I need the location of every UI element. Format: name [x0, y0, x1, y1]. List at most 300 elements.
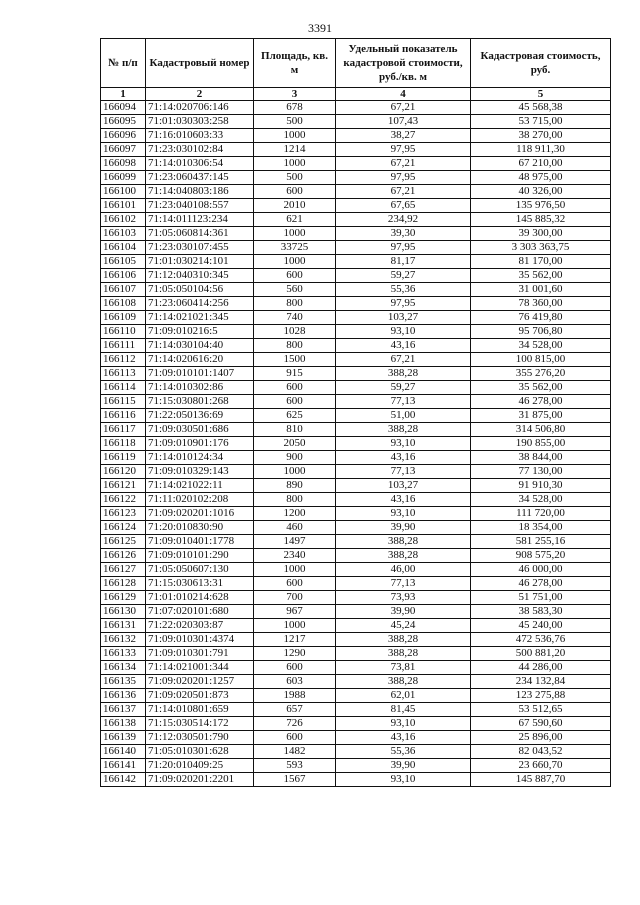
header-row	[101, 39, 611, 88]
area-cell: 625	[254, 409, 336, 423]
table-row	[101, 563, 611, 577]
unit-rate-cell: 43,16	[336, 731, 471, 745]
row-index-cell: 166130	[101, 605, 146, 619]
area-cell: 700	[254, 591, 336, 605]
unit-rate-cell: 73,93	[336, 591, 471, 605]
row-index-cell: 166129	[101, 591, 146, 605]
row-index-cell: 166109	[101, 311, 146, 325]
unit-rate-cell: 38,27	[336, 129, 471, 143]
cadastral-value-cell: 53 512,65	[471, 703, 611, 717]
cadastral-number-cell: 71:14:020706:146	[146, 101, 254, 115]
area-cell: 621	[254, 213, 336, 227]
table-row	[101, 297, 611, 311]
area-cell: 1988	[254, 689, 336, 703]
table-row	[101, 227, 611, 241]
cadastral-value-cell: 46 278,00	[471, 577, 611, 591]
cadastral-value-cell: 45 240,00	[471, 619, 611, 633]
table-row	[101, 325, 611, 339]
table-row	[101, 493, 611, 507]
cadastral-value-cell: 135 976,50	[471, 199, 611, 213]
unit-rate-cell: 59,27	[336, 269, 471, 283]
header-cadastral-number: Кадастровый номер	[146, 39, 254, 88]
cadastral-value-cell: 77 130,00	[471, 465, 611, 479]
area-cell: 1214	[254, 143, 336, 157]
table-row	[101, 311, 611, 325]
cadastral-number-cell: 71:14:011123:234	[146, 213, 254, 227]
unit-rate-cell: 97,95	[336, 171, 471, 185]
table-row	[101, 549, 611, 563]
table-body	[101, 101, 611, 787]
table-row	[101, 255, 611, 269]
unit-rate-cell: 43,16	[336, 493, 471, 507]
table-row	[101, 395, 611, 409]
table-row	[101, 437, 611, 451]
row-index-cell: 166131	[101, 619, 146, 633]
cadastral-number-cell: 71:14:010306:54	[146, 157, 254, 171]
cadastral-number-cell: 71:09:010101:1407	[146, 367, 254, 381]
cadastral-number-cell: 71:05:050607:130	[146, 563, 254, 577]
unit-rate-cell: 97,95	[336, 241, 471, 255]
table-row	[101, 759, 611, 773]
row-index-cell: 166134	[101, 661, 146, 675]
unit-rate-cell: 97,95	[336, 143, 471, 157]
cadastral-value-cell: 123 275,88	[471, 689, 611, 703]
cadastral-number-cell: 71:15:030514:172	[146, 717, 254, 731]
area-cell: 810	[254, 423, 336, 437]
table-row	[101, 213, 611, 227]
unit-rate-cell: 103,27	[336, 479, 471, 493]
row-index-cell: 166136	[101, 689, 146, 703]
unit-rate-cell: 97,95	[336, 297, 471, 311]
cadastral-value-cell: 581 255,16	[471, 535, 611, 549]
cadastral-value-cell: 111 720,00	[471, 507, 611, 521]
cadastral-number-cell: 71:09:010401:1778	[146, 535, 254, 549]
table-row	[101, 521, 611, 535]
row-index-cell: 166138	[101, 717, 146, 731]
cadastral-number-cell: 71:01:010214:628	[146, 591, 254, 605]
row-index-cell: 166118	[101, 437, 146, 451]
table-row	[101, 423, 611, 437]
unit-rate-cell: 388,28	[336, 647, 471, 661]
area-cell: 460	[254, 521, 336, 535]
cadastral-value-cell: 908 575,20	[471, 549, 611, 563]
unit-rate-cell: 62,01	[336, 689, 471, 703]
area-cell: 1000	[254, 465, 336, 479]
area-cell: 600	[254, 185, 336, 199]
cadastral-value-cell: 95 706,80	[471, 325, 611, 339]
area-cell: 915	[254, 367, 336, 381]
cadastral-number-cell: 71:09:010901:176	[146, 437, 254, 451]
cadastral-number-cell: 71:23:040108:557	[146, 199, 254, 213]
row-index-cell: 166114	[101, 381, 146, 395]
cadastral-number-cell: 71:23:030102:84	[146, 143, 254, 157]
cadastral-number-cell: 71:23:060437:145	[146, 171, 254, 185]
row-index-cell: 166125	[101, 535, 146, 549]
cadastral-number-cell: 71:14:021022:11	[146, 479, 254, 493]
area-cell: 1567	[254, 773, 336, 787]
cadastral-value-cell: 67 210,00	[471, 157, 611, 171]
cadastral-value-cell: 100 815,00	[471, 353, 611, 367]
area-cell: 1290	[254, 647, 336, 661]
cadastral-number-cell: 71:15:030801:268	[146, 395, 254, 409]
row-index-cell: 166111	[101, 339, 146, 353]
unit-rate-cell: 81,45	[336, 703, 471, 717]
area-cell: 2340	[254, 549, 336, 563]
cadastral-number-cell: 71:15:030613:31	[146, 577, 254, 591]
cadastral-number-cell: 71:05:050104:56	[146, 283, 254, 297]
table-row	[101, 129, 611, 143]
area-cell: 1217	[254, 633, 336, 647]
cadastral-value-cell: 118 911,30	[471, 143, 611, 157]
area-cell: 1482	[254, 745, 336, 759]
table-row	[101, 535, 611, 549]
unit-rate-cell: 55,36	[336, 283, 471, 297]
header-index: № п/п	[101, 39, 146, 88]
unit-rate-cell: 67,21	[336, 185, 471, 199]
column-number: 1	[101, 88, 146, 101]
unit-rate-cell: 388,28	[336, 675, 471, 689]
cadastral-number-cell: 71:05:010301:628	[146, 745, 254, 759]
cadastral-number-cell: 71:23:060414:256	[146, 297, 254, 311]
cadastral-number-cell: 71:22:020303:87	[146, 619, 254, 633]
cadastral-number-cell: 71:01:030214:101	[146, 255, 254, 269]
area-cell: 1000	[254, 563, 336, 577]
row-index-cell: 166107	[101, 283, 146, 297]
table-row	[101, 689, 611, 703]
cadastral-number-cell: 71:23:030107:455	[146, 241, 254, 255]
unit-rate-cell: 388,28	[336, 367, 471, 381]
header-area: Площадь, кв. м	[254, 39, 336, 88]
area-cell: 33725	[254, 241, 336, 255]
column-number: 5	[471, 88, 611, 101]
area-cell: 593	[254, 759, 336, 773]
cadastral-number-cell: 71:20:010830:90	[146, 521, 254, 535]
cadastral-value-cell: 190 855,00	[471, 437, 611, 451]
table-row	[101, 339, 611, 353]
row-index-cell: 166121	[101, 479, 146, 493]
row-index-cell: 166142	[101, 773, 146, 787]
area-cell: 890	[254, 479, 336, 493]
cadastral-number-cell: 71:14:020616:20	[146, 353, 254, 367]
table-row	[101, 185, 611, 199]
area-cell: 560	[254, 283, 336, 297]
cadastral-number-cell: 71:09:020501:873	[146, 689, 254, 703]
cadastral-number-cell: 71:14:010801:659	[146, 703, 254, 717]
table-row	[101, 451, 611, 465]
row-index-cell: 166110	[101, 325, 146, 339]
column-number: 2	[146, 88, 254, 101]
table-header	[101, 39, 611, 101]
cadastral-value-cell: 25 896,00	[471, 731, 611, 745]
unit-rate-cell: 67,21	[336, 353, 471, 367]
table-row	[101, 353, 611, 367]
unit-rate-cell: 93,10	[336, 773, 471, 787]
column-number: 4	[336, 88, 471, 101]
row-index-cell: 166120	[101, 465, 146, 479]
unit-rate-cell: 77,13	[336, 577, 471, 591]
cadastral-value-cell: 35 562,00	[471, 381, 611, 395]
cadastral-value-cell: 472 536,76	[471, 633, 611, 647]
cadastral-value-cell: 145 887,70	[471, 773, 611, 787]
area-cell: 967	[254, 605, 336, 619]
cadastral-value-cell: 500 881,20	[471, 647, 611, 661]
row-index-cell: 166122	[101, 493, 146, 507]
area-cell: 600	[254, 661, 336, 675]
unit-rate-cell: 103,27	[336, 311, 471, 325]
area-cell: 1000	[254, 129, 336, 143]
unit-rate-cell: 67,65	[336, 199, 471, 213]
row-index-cell: 166099	[101, 171, 146, 185]
table-row	[101, 143, 611, 157]
cadastral-value-cell: 44 286,00	[471, 661, 611, 675]
area-cell: 678	[254, 101, 336, 115]
cadastral-value-cell: 18 354,00	[471, 521, 611, 535]
area-cell: 1497	[254, 535, 336, 549]
area-cell: 1000	[254, 255, 336, 269]
table-row	[101, 101, 611, 115]
table-row	[101, 717, 611, 731]
cadastral-number-cell: 71:09:010101:290	[146, 549, 254, 563]
row-index-cell: 166105	[101, 255, 146, 269]
row-index-cell: 166139	[101, 731, 146, 745]
header-cadastral-value: Кадастровая стоимость, руб.	[471, 39, 611, 88]
row-index-cell: 166106	[101, 269, 146, 283]
row-index-cell: 166132	[101, 633, 146, 647]
cadastral-number-cell: 71:09:020201:1257	[146, 675, 254, 689]
row-index-cell: 166123	[101, 507, 146, 521]
cadastral-value-cell: 35 562,00	[471, 269, 611, 283]
row-index-cell: 166135	[101, 675, 146, 689]
table-row	[101, 507, 611, 521]
table-row	[101, 731, 611, 745]
row-index-cell: 166096	[101, 129, 146, 143]
cadastral-value-cell: 234 132,84	[471, 675, 611, 689]
area-cell: 600	[254, 577, 336, 591]
table-row	[101, 745, 611, 759]
cadastral-value-cell: 51 751,00	[471, 591, 611, 605]
cadastral-value-cell: 78 360,00	[471, 297, 611, 311]
area-cell: 657	[254, 703, 336, 717]
unit-rate-cell: 93,10	[336, 325, 471, 339]
table-row	[101, 703, 611, 717]
cadastral-value-cell: 31 875,00	[471, 409, 611, 423]
table-row	[101, 409, 611, 423]
unit-rate-cell: 73,81	[336, 661, 471, 675]
row-index-cell: 166103	[101, 227, 146, 241]
row-index-cell: 166124	[101, 521, 146, 535]
area-cell: 1000	[254, 619, 336, 633]
area-cell: 600	[254, 731, 336, 745]
cadastral-value-cell: 53 715,00	[471, 115, 611, 129]
cadastral-value-cell: 45 568,38	[471, 101, 611, 115]
area-cell: 900	[254, 451, 336, 465]
row-index-cell: 166137	[101, 703, 146, 717]
row-index-cell: 166140	[101, 745, 146, 759]
cadastral-value-cell: 38 583,30	[471, 605, 611, 619]
table-row	[101, 619, 611, 633]
row-index-cell: 166141	[101, 759, 146, 773]
cadastral-value-cell: 355 276,20	[471, 367, 611, 381]
cadastral-number-cell: 71:14:010302:86	[146, 381, 254, 395]
row-index-cell: 166095	[101, 115, 146, 129]
area-cell: 1028	[254, 325, 336, 339]
cadastral-value-cell: 39 300,00	[471, 227, 611, 241]
row-index-cell: 166112	[101, 353, 146, 367]
cadastral-table	[100, 38, 611, 787]
unit-rate-cell: 39,90	[336, 521, 471, 535]
column-number: 3	[254, 88, 336, 101]
unit-rate-cell: 388,28	[336, 535, 471, 549]
column-number-row	[101, 88, 611, 101]
area-cell: 1500	[254, 353, 336, 367]
cadastral-number-cell: 71:20:010409:25	[146, 759, 254, 773]
unit-rate-cell: 59,27	[336, 381, 471, 395]
cadastral-value-cell: 31 001,60	[471, 283, 611, 297]
area-cell: 500	[254, 171, 336, 185]
table-row	[101, 465, 611, 479]
cadastral-number-cell: 71:12:040310:345	[146, 269, 254, 283]
cadastral-value-cell: 40 326,00	[471, 185, 611, 199]
row-index-cell: 166128	[101, 577, 146, 591]
area-cell: 1200	[254, 507, 336, 521]
row-index-cell: 166127	[101, 563, 146, 577]
unit-rate-cell: 93,10	[336, 507, 471, 521]
table-row	[101, 479, 611, 493]
row-index-cell: 166119	[101, 451, 146, 465]
cadastral-number-cell: 71:09:030501:686	[146, 423, 254, 437]
cadastral-value-cell: 46 000,00	[471, 563, 611, 577]
table-row	[101, 647, 611, 661]
unit-rate-cell: 77,13	[336, 465, 471, 479]
area-cell: 603	[254, 675, 336, 689]
area-cell: 726	[254, 717, 336, 731]
unit-rate-cell: 234,92	[336, 213, 471, 227]
table-row	[101, 241, 611, 255]
cadastral-number-cell: 71:12:030501:790	[146, 731, 254, 745]
table-row	[101, 283, 611, 297]
row-index-cell: 166115	[101, 395, 146, 409]
cadastral-value-cell: 82 043,52	[471, 745, 611, 759]
table-row	[101, 591, 611, 605]
area-cell: 500	[254, 115, 336, 129]
cadastral-number-cell: 71:09:010301:791	[146, 647, 254, 661]
cadastral-value-cell: 46 278,00	[471, 395, 611, 409]
cadastral-number-cell: 71:14:040803:186	[146, 185, 254, 199]
row-index-cell: 166100	[101, 185, 146, 199]
cadastral-number-cell: 71:07:020101:680	[146, 605, 254, 619]
table-row	[101, 269, 611, 283]
cadastral-value-cell: 38 270,00	[471, 129, 611, 143]
unit-rate-cell: 55,36	[336, 745, 471, 759]
unit-rate-cell: 46,00	[336, 563, 471, 577]
row-index-cell: 166113	[101, 367, 146, 381]
cadastral-number-cell: 71:09:010329:143	[146, 465, 254, 479]
table-row	[101, 367, 611, 381]
row-index-cell: 166098	[101, 157, 146, 171]
row-index-cell: 166104	[101, 241, 146, 255]
cadastral-number-cell: 71:14:030104:40	[146, 339, 254, 353]
unit-rate-cell: 67,21	[336, 101, 471, 115]
area-cell: 2010	[254, 199, 336, 213]
cadastral-number-cell: 71:09:010216:5	[146, 325, 254, 339]
row-index-cell: 166101	[101, 199, 146, 213]
cadastral-value-cell: 23 660,70	[471, 759, 611, 773]
area-cell: 800	[254, 339, 336, 353]
cadastral-number-cell: 71:11:020102:208	[146, 493, 254, 507]
area-cell: 600	[254, 395, 336, 409]
row-index-cell: 166108	[101, 297, 146, 311]
row-index-cell: 166126	[101, 549, 146, 563]
cadastral-number-cell: 71:09:020201:1016	[146, 507, 254, 521]
unit-rate-cell: 77,13	[336, 395, 471, 409]
table-row	[101, 115, 611, 129]
header-unit-rate: Удельный показатель кадастровой стоимости, руб./кв. м	[336, 39, 471, 88]
cadastral-value-cell: 34 528,00	[471, 493, 611, 507]
unit-rate-cell: 81,17	[336, 255, 471, 269]
unit-rate-cell: 45,24	[336, 619, 471, 633]
unit-rate-cell: 388,28	[336, 423, 471, 437]
unit-rate-cell: 43,16	[336, 339, 471, 353]
table-row	[101, 633, 611, 647]
unit-rate-cell: 39,90	[336, 759, 471, 773]
cadastral-value-cell: 91 910,30	[471, 479, 611, 493]
area-cell: 1000	[254, 227, 336, 241]
table-row	[101, 171, 611, 185]
cadastral-value-cell: 81 170,00	[471, 255, 611, 269]
area-cell: 800	[254, 493, 336, 507]
row-index-cell: 166102	[101, 213, 146, 227]
unit-rate-cell: 51,00	[336, 409, 471, 423]
table-row	[101, 381, 611, 395]
area-cell: 1000	[254, 157, 336, 171]
unit-rate-cell: 39,30	[336, 227, 471, 241]
unit-rate-cell: 107,43	[336, 115, 471, 129]
cadastral-number-cell: 71:16:010603:33	[146, 129, 254, 143]
row-index-cell: 166116	[101, 409, 146, 423]
area-cell: 600	[254, 381, 336, 395]
area-cell: 600	[254, 269, 336, 283]
cadastral-value-cell: 314 506,80	[471, 423, 611, 437]
cadastral-number-cell: 71:14:010124:34	[146, 451, 254, 465]
table-row	[101, 773, 611, 787]
cadastral-value-cell: 48 975,00	[471, 171, 611, 185]
unit-rate-cell: 43,16	[336, 451, 471, 465]
cadastral-number-cell: 71:05:060814:361	[146, 227, 254, 241]
unit-rate-cell: 39,90	[336, 605, 471, 619]
cadastral-number-cell: 71:01:030303:258	[146, 115, 254, 129]
unit-rate-cell: 67,21	[336, 157, 471, 171]
cadastral-number-cell: 71:09:020201:2201	[146, 773, 254, 787]
table-row	[101, 605, 611, 619]
cadastral-value-cell: 3 303 363,75	[471, 241, 611, 255]
cadastral-number-cell: 71:22:050136:69	[146, 409, 254, 423]
cadastral-value-cell: 145 885,32	[471, 213, 611, 227]
table-row	[101, 675, 611, 689]
row-index-cell: 166117	[101, 423, 146, 437]
cadastral-number-cell: 71:09:010301:4374	[146, 633, 254, 647]
cadastral-value-cell: 76 419,80	[471, 311, 611, 325]
area-cell: 2050	[254, 437, 336, 451]
table-row	[101, 199, 611, 213]
unit-rate-cell: 388,28	[336, 633, 471, 647]
table-row	[101, 661, 611, 675]
cadastral-value-cell: 67 590,60	[471, 717, 611, 731]
cadastral-value-cell: 38 844,00	[471, 451, 611, 465]
area-cell: 740	[254, 311, 336, 325]
table-row	[101, 577, 611, 591]
table-row	[101, 157, 611, 171]
row-index-cell: 166097	[101, 143, 146, 157]
